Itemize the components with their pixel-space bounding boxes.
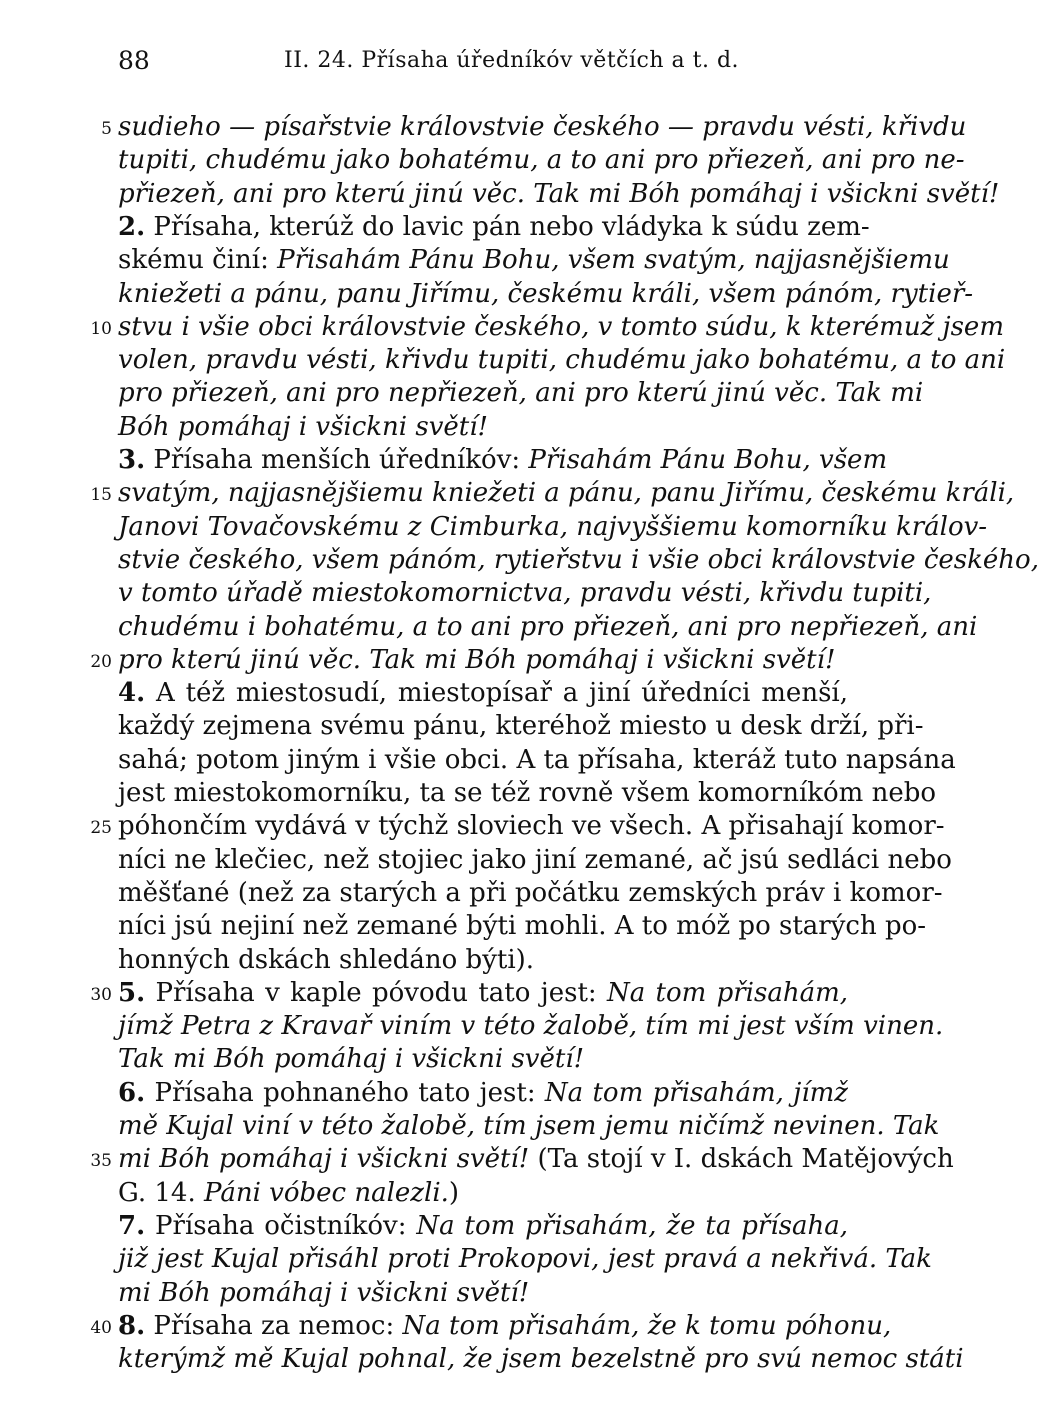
body-text: sahá; potom jiným i všie obci. A ta přísaha, kteráž tuto napsána: [118, 744, 956, 775]
oath-text: jímž Petra z Kravař viním v této žalobě, tím mi jest vším vinen.: [118, 1011, 944, 1042]
body-text: ): [448, 1177, 460, 1208]
body-text: Přísaha, kterúž do lavic pán nebo vládyka k súdu zem-: [145, 211, 870, 242]
page-number: 88: [118, 46, 150, 75]
text-line: [118, 441, 888, 479]
oath-text: mi Bóh pomáhaj i všickni světí!: [118, 1144, 530, 1175]
body-text: póhončím vydává v týchž sloviech ve všech. A přisahají komor-: [118, 811, 945, 842]
text-line: [118, 1340, 964, 1378]
text-line: [118, 1107, 940, 1145]
section-number: 6.: [118, 1077, 146, 1108]
oath-text: chudému i bohatému, a to ani pro přiezeň, ani pro nepřiezeň, ani: [118, 611, 978, 642]
text-line: [118, 241, 950, 279]
text-line: [118, 707, 924, 745]
text-line: [118, 1007, 944, 1045]
oath-text: Janovi Tovačovskému z Cimburka, najvyššiemu komorníku králov-: [118, 511, 988, 542]
body-text: jest miestokomorníku, ta se též rovně všem komorníkóm nebo: [118, 778, 937, 808]
body-text: skému činí:: [118, 245, 278, 276]
text-line: [118, 408, 848, 446]
oath-text: sudieho — písařstvie královstvie českého — pravdu vésti, křivdu: [118, 112, 967, 142]
text-line: [118, 807, 945, 845]
oath-text: stvie českého, všem pánóm, rytieřstvu i všie obci královstvie českého,: [118, 544, 1039, 575]
text-line: [118, 841, 952, 879]
oath-text: Přisahám Pánu Bohu, všem: [528, 445, 888, 475]
oath-text: volen, pravdu vésti, křivdu tupiti, chudému jako bohatému, a to ani: [118, 345, 1006, 376]
text-line: [118, 275, 974, 313]
oath-text: již jest Kujal přisáhl proti Prokopovi, jest pravá a nekřivá. Tak: [118, 1244, 932, 1275]
oath-text: Na tom přisahám, že k tomu póhonu,: [402, 1310, 892, 1341]
body-text: Přísaha za nemoc:: [145, 1310, 403, 1341]
body-text: níci jsú nejiní než zemané býti mohli. A to móž po starých po-: [118, 911, 927, 942]
text-line: [118, 341, 1006, 379]
text-line: [118, 1040, 848, 1078]
text-line: [118, 141, 965, 179]
section-number: 8.: [118, 1310, 146, 1341]
text-line: [118, 208, 870, 246]
line-number: 30: [90, 984, 112, 1005]
text-line: [118, 774, 937, 812]
oath-text: Na tom přisahám, že ta přísaha,: [416, 1210, 848, 1241]
oath-text: v tomto úřadě miestokomornictva, pravdu vésti, křivdu tupiti,: [118, 578, 932, 609]
oath-text: přiezeň, ani pro kterú jinú věc. Tak mi Bóh pomáhaj i všickni světí!: [118, 178, 1000, 209]
oath-text: mě Kujal viní v této žalobě, tím jsem jemu ničímž nevinen. Tak: [118, 1111, 940, 1141]
body-text: měšťané (než za starých a při počátku zemských práv i komor-: [118, 877, 943, 908]
oath-text: mi Bóh pomáhaj i všickni světí!: [118, 1277, 530, 1308]
line-number: 10: [90, 318, 112, 339]
running-header: [118, 46, 848, 80]
oath-text: Bóh pomáhaj i všickni světí!: [118, 411, 488, 442]
oath-text: kniežeti a pánu, panu Jiřímu, českému králi, všem pánóm, rytieř-: [118, 278, 974, 309]
oath-text: Páni vóbec nalezli.: [204, 1177, 449, 1208]
body-text: Přísaha očistníkóv:: [145, 1210, 417, 1241]
body-text: níci ne klečiec, než stojiec jako jiní zemané, ač jsú sedláci nebo: [118, 844, 952, 875]
body-text: Přísaha v kaple póvodu tato jest:: [145, 977, 607, 1008]
oath-text: Tak mi Bóh pomáhaj i všickni světí!: [118, 1044, 585, 1075]
line-number: 20: [90, 651, 112, 672]
text-line: [118, 1074, 848, 1112]
text-line: [118, 541, 1039, 579]
text-line: [118, 674, 848, 712]
text-line: [118, 974, 848, 1012]
text-line: [118, 1174, 848, 1212]
text-line: [118, 1274, 848, 1312]
oath-text: pro kterú jinú věc. Tak mi Bóh pomáhaj i všickni světí!: [118, 644, 836, 675]
text-line: [118, 907, 927, 945]
text-line: [118, 874, 943, 912]
text-line: [118, 641, 848, 679]
section-number: 2.: [118, 211, 146, 242]
oath-text: stvu i všie obci královstvie českého, v tomto súdu, k kterémuž jsem: [118, 311, 1004, 342]
line-number: 35: [90, 1151, 112, 1172]
running-title: II. 24. Přísaha úředníkóv větčích a t. d.: [284, 48, 740, 73]
text-line: [118, 1207, 848, 1245]
body-text: Přísaha menších úředníkóv:: [145, 445, 529, 475]
line-number: 25: [90, 818, 112, 839]
line-number: 15: [90, 485, 112, 506]
text-line: [118, 1240, 932, 1278]
oath-text: kterýmž mě Kujal pohnal, že jsem bezelstně pro svú nemoc státi: [118, 1344, 964, 1375]
line-number: 40: [90, 1317, 112, 1338]
text-line: [118, 308, 1004, 346]
text-line: [118, 741, 956, 779]
text-line: [118, 574, 932, 612]
text-line: [118, 175, 1000, 213]
text-line: [118, 508, 988, 546]
oath-text: Přisahám Pánu Bohu, všem svatým, najjasnějšiemu: [277, 245, 950, 276]
body-text: G. 14.: [118, 1177, 204, 1208]
oath-text: pro přiezeň, ani pro nepřiezeň, ani pro kterú jinú věc. Tak mi: [118, 378, 924, 409]
body-text: A též miestosudí, miestopísař a jiní úředníci menší,: [145, 678, 848, 709]
text-line: [118, 474, 1015, 512]
section-number: 5.: [118, 977, 146, 1008]
section-number: 7.: [118, 1210, 146, 1241]
body-text: každý zejmena svému pánu, kteréhož miesto u desk drží, při-: [118, 711, 924, 742]
oath-text: Na tom přisahám, jímž: [544, 1077, 848, 1108]
oath-text: svatým, najjasnějšiemu kniežeti a pánu, panu Jiřímu, českému králi,: [118, 478, 1015, 509]
body-text: (Ta stojí v I. dskách Matějových: [529, 1144, 954, 1175]
text-line: [118, 374, 924, 412]
oath-text: tupiti, chudému jako bohatému, a to ani pro přiezeň, ani pro ne-: [118, 145, 965, 176]
text-line: [118, 608, 978, 646]
line-number: 5: [101, 119, 112, 139]
section-number: 4.: [118, 678, 146, 709]
body-text: honných dskách shledáno býti).: [118, 944, 535, 975]
text-line: [118, 108, 967, 146]
text-line: [118, 941, 848, 979]
text-line: [118, 1307, 892, 1345]
oath-text: Na tom přisahám,: [606, 977, 848, 1008]
text-line: [118, 1140, 954, 1178]
section-number: 3.: [118, 445, 146, 475]
body-text: Přísaha pohnaného tato jest:: [145, 1077, 545, 1108]
